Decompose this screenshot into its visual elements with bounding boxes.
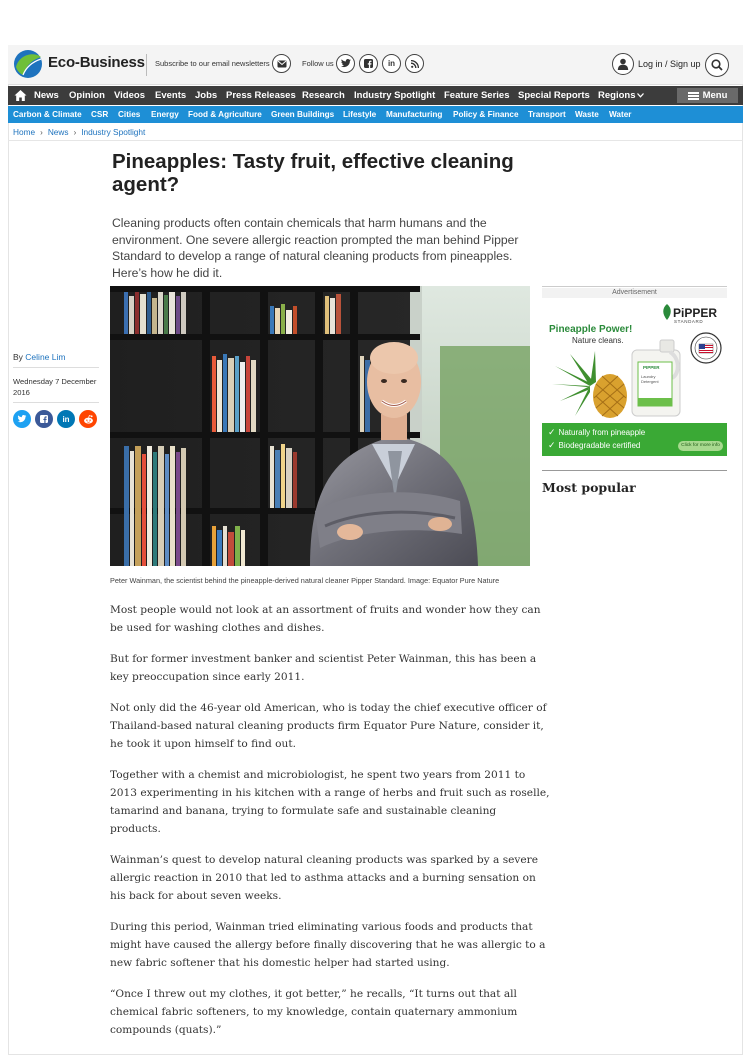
ad-cta-button[interactable]: Click for more info xyxy=(678,441,723,451)
nav-item-industry-spotlight[interactable]: Industry Spotlight xyxy=(354,90,436,101)
user-icon[interactable] xyxy=(612,53,634,75)
breadcrumb-industry-spotlight[interactable]: Industry Spotlight xyxy=(81,127,146,137)
topic-waste[interactable]: Waste xyxy=(575,109,599,119)
article-body xyxy=(110,601,550,1052)
login-label[interactable]: Log in / Sign up xyxy=(638,59,701,69)
site-header xyxy=(8,45,743,85)
rss-icon[interactable] xyxy=(405,54,424,73)
most-popular-heading: Most popular xyxy=(542,480,636,495)
breadcrumb-news[interactable]: News xyxy=(47,127,69,137)
nav-item-opinion[interactable]: Opinion xyxy=(69,90,105,101)
byline xyxy=(13,352,65,362)
topic-food-agriculture[interactable]: Food & Agriculture xyxy=(188,109,262,119)
article-title: Pineapples: Tasty fruit, effective cleaning agent? xyxy=(112,150,514,196)
ad-divider-bottom xyxy=(542,470,727,471)
byline-prefix: By xyxy=(13,352,23,362)
ad-bullet-2-text: Biodegradable certified xyxy=(558,441,641,450)
bottle-brand-text: PIPPER xyxy=(643,365,660,370)
linkedin-icon[interactable]: in xyxy=(382,54,401,73)
twitter-icon[interactable] xyxy=(336,54,355,73)
article-paragraph: Not only did the 46-year old American, who is today the chief executive officer of Thailand-based natural cleaning products firm Equator Pure Nature, consider it, he took it upon himself to find out. xyxy=(110,702,547,750)
share-reddit-icon[interactable] xyxy=(79,410,97,428)
home-icon[interactable] xyxy=(14,89,27,102)
topic-energy[interactable]: Energy xyxy=(151,109,179,119)
nav-item-videos[interactable]: Videos xyxy=(114,90,145,101)
hamburger-icon xyxy=(688,92,699,100)
article-paragraph: During this period, Wainman tried eliminating various foods and products that might have caused the allergy before finally discovering that he was allergic to a new fabric softener that his domestic helper had started using. xyxy=(110,921,546,969)
nav-item-feature-series[interactable]: Feature Series xyxy=(444,90,510,101)
chevron-right-icon: › xyxy=(73,127,77,137)
article-intro: Cleaning products often contain chemicals that harm humans and the environment. One severe allergic reaction prompted the man behind Pipper Standard to develop a range of natural cleaning products from pineapples. Here’s how he did it. xyxy=(112,216,519,280)
chevron-right-icon: › xyxy=(40,127,43,137)
topic-water[interactable]: Water xyxy=(609,109,632,119)
topic-carbon-climate[interactable]: Carbon & Climate xyxy=(13,109,82,119)
ad-divider-top xyxy=(542,286,727,287)
author-link[interactable]: Celine Lim xyxy=(25,352,66,362)
menu-button[interactable] xyxy=(677,88,738,103)
article-paragraph: “Once I threw out my clothes, it got better,” he recalls, “It turns out that all chemical fabric softeners, to my knowledge, contain quaternary ammonium compounds (quats).” xyxy=(110,988,518,1036)
share-twitter-icon[interactable] xyxy=(13,410,31,428)
facebook-icon[interactable] xyxy=(359,54,378,73)
nav-item-research[interactable]: Research xyxy=(302,90,345,101)
nav-item-news[interactable]: News xyxy=(34,90,59,101)
menu-label: Menu xyxy=(702,90,728,101)
publish-date: Wednesday 7 December 2016 xyxy=(13,377,97,397)
ad-headline: Pineapple Power! xyxy=(549,324,633,335)
ad-bullet-1 xyxy=(548,427,645,438)
share-facebook-icon[interactable] xyxy=(35,410,53,428)
nav-item-press-releases[interactable]: Press Releases xyxy=(226,90,296,101)
topic-cities[interactable]: Cities xyxy=(118,109,141,119)
bottle-label-text: Laundry Detergent xyxy=(641,374,659,384)
header-divider xyxy=(146,54,147,76)
topic-lifestyle[interactable]: Lifestyle xyxy=(343,109,377,119)
hero-image xyxy=(110,286,530,566)
nav-item-special-reports[interactable]: Special Reports xyxy=(518,90,590,101)
image-caption: Peter Wainman, the scientist behind the pineapple-derived natural cleaner Pipper Standard. Image: Equator Pure Nature xyxy=(110,576,500,585)
article-paragraph: Together with a chemist and microbiologist, he spent two years from 2011 to 2013 experimenting in his kitchen with a range of herbs and fruit such as roselle, tamarind and banana, trying to formulate safe and sustainable cleaning products. xyxy=(110,769,550,835)
advertisement-label: Advertisement xyxy=(542,288,727,298)
topic-manufacturing[interactable]: Manufacturing xyxy=(386,109,443,119)
nav-item-events[interactable]: Events xyxy=(155,90,187,101)
nav-item-jobs[interactable]: Jobs xyxy=(195,90,218,101)
breadcrumb-home[interactable]: Home xyxy=(13,127,36,137)
ad-bullet-1-text: Naturally from pineapple xyxy=(558,428,646,437)
us-flag-badge-icon xyxy=(690,332,722,364)
ad-brand-sub: STANDARD xyxy=(674,319,704,324)
topic-nav xyxy=(8,106,743,123)
article-paragraph: But for former investment banker and scientist Peter Wainman, this has been a key preoccupation since early 2011. xyxy=(110,653,537,683)
ad-brand: PiPPER xyxy=(673,306,718,320)
email-icon[interactable] xyxy=(272,54,291,73)
ad-bullet-2 xyxy=(548,440,640,451)
topic-transport[interactable]: Transport xyxy=(528,109,566,119)
chevron-down-icon[interactable] xyxy=(637,93,644,98)
newsletter-link[interactable]: Subscribe to our email newsletters xyxy=(155,59,270,68)
share-linkedin-icon[interactable]: in xyxy=(57,410,75,428)
search-icon xyxy=(711,59,723,71)
topic-csr[interactable]: CSR xyxy=(91,109,109,119)
check-icon: ✓ xyxy=(548,440,556,450)
topic-policy-finance[interactable]: Policy & Finance xyxy=(453,109,519,119)
nav-item-regions[interactable]: Regions xyxy=(598,90,636,101)
advertisement-banner[interactable] xyxy=(542,298,727,456)
ad-subline: Nature cleans. xyxy=(572,336,624,345)
byline-divider xyxy=(13,367,99,368)
check-icon: ✓ xyxy=(548,427,556,437)
article-paragraph: Wainman’s quest to develop natural cleaning products was sparked by a severe allergic reaction in 2010 that led to asthma attacks and a burning sensation on his back for about seven weeks. xyxy=(110,854,539,902)
follow-us-label: Follow us xyxy=(302,59,334,68)
pipper-logo-icon xyxy=(662,304,672,320)
breadcrumb-divider xyxy=(8,140,743,141)
date-divider xyxy=(13,402,99,403)
topic-green-buildings[interactable]: Green Buildings xyxy=(271,109,335,119)
main-nav xyxy=(8,86,743,105)
eco-business-logo-icon[interactable] xyxy=(13,49,43,79)
login-link[interactable] xyxy=(612,53,701,75)
article-paragraph: Most people would not look at an assortment of fruits and wonder how they can be used for washing clothes and dishes. xyxy=(110,604,541,634)
site-brand[interactable]: Eco-Business xyxy=(48,54,145,71)
pineapple-icon xyxy=(550,346,630,426)
breadcrumb xyxy=(13,127,145,137)
search-button[interactable] xyxy=(705,53,729,77)
